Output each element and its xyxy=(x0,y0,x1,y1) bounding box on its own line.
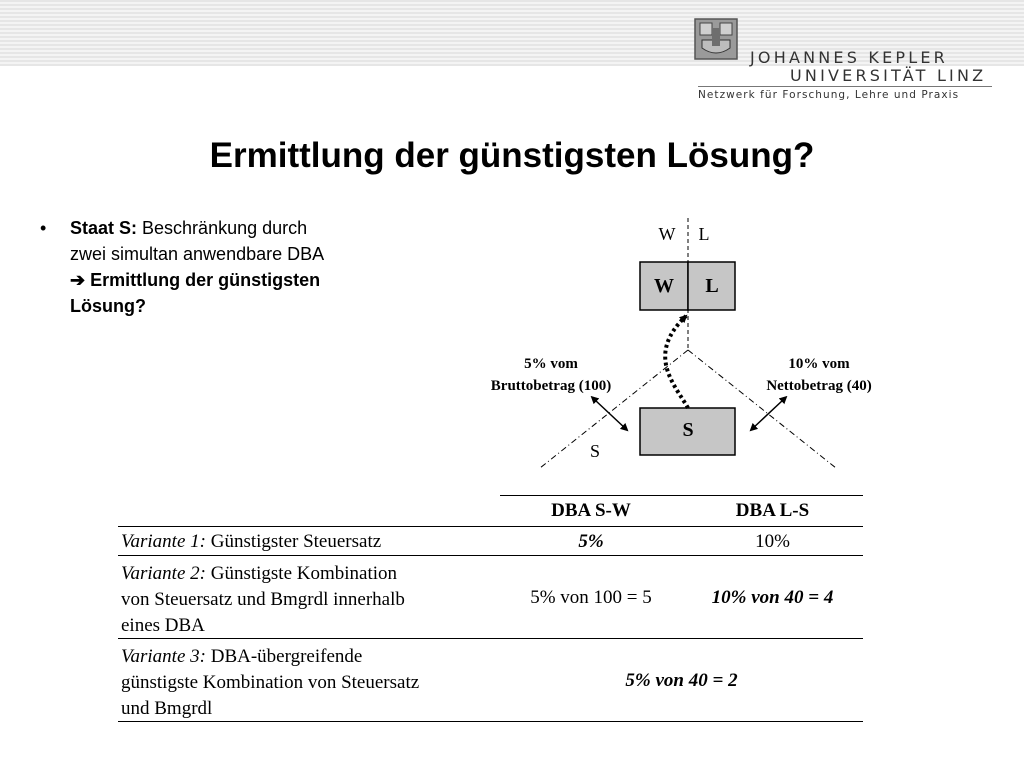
right-note-1: 10% vom xyxy=(788,356,850,372)
row-3-text-2: günstigste Kombination von Steuersatz xyxy=(121,672,420,693)
bullet-lead: Staat S: xyxy=(70,218,138,238)
arrow-icon: ➔ xyxy=(70,270,86,290)
box-l-label: L xyxy=(705,275,719,297)
row-3-text-3: und Bmgrdl xyxy=(121,698,213,719)
left-note-1: 5% vom xyxy=(524,356,578,372)
table-row-1-label xyxy=(121,531,496,553)
table-row-2-label xyxy=(121,561,496,639)
table-bottom-rule xyxy=(118,721,863,722)
right-note-2: Nettobetrag (40) xyxy=(766,378,872,394)
university-name-line2: UNIVERSITÄT LINZ xyxy=(790,66,987,85)
bullet-line4: Lösung? xyxy=(70,296,146,316)
row-3-variant: Variante 3: xyxy=(121,646,206,667)
university-name-line1: JOHANNES KEPLER xyxy=(750,48,948,67)
top-label-w: W xyxy=(658,224,676,244)
right-double-arrow xyxy=(751,400,783,430)
row-1-rule xyxy=(118,555,863,556)
table-top-rule xyxy=(500,495,863,496)
row-1-ls: 10% xyxy=(755,531,790,552)
row-2-ls: 10% von 40 = 4 xyxy=(711,587,834,608)
bullet-line2: zwei simultan anwendbare DBA xyxy=(70,244,325,264)
slide-title: Ermittlung der günstigsten Lösung? xyxy=(209,136,815,175)
box-s-label: S xyxy=(682,419,694,441)
left-note-2: Bruttobetrag (100) xyxy=(490,378,612,394)
col-header-sw: DBA S-W xyxy=(551,500,631,521)
row-2-text-1: Günstigste Kombination xyxy=(205,563,398,584)
col-header-ls: DBA L-S xyxy=(735,500,810,521)
region-label-s: S xyxy=(589,441,601,461)
table-row-3-label xyxy=(121,644,496,722)
top-label-l: L xyxy=(698,224,710,244)
row-2-text-3: eines DBA xyxy=(121,615,205,636)
row-2-sw: 5% von 100 = 5 xyxy=(530,587,652,608)
dotted-flow-arrow xyxy=(665,316,688,408)
row-1-sw: 5% xyxy=(578,531,604,552)
box-w-label: W xyxy=(654,275,674,297)
left-double-arrow xyxy=(595,400,627,430)
row-1-text: Günstigster Steuersatz xyxy=(205,531,382,552)
row-2-rule xyxy=(118,638,863,639)
bullet-line3: Ermittlung der günstigsten xyxy=(85,270,321,290)
row-1-variant: Variante 1: xyxy=(121,531,206,552)
row-2-variant: Variante 2: xyxy=(121,563,206,584)
university-tagline: Netzwerk für Forschung, Lehre und Praxis xyxy=(698,89,960,101)
header-rule xyxy=(118,526,863,527)
bullet-marker: • xyxy=(40,218,47,238)
bullet-line1: Beschränkung durch xyxy=(137,218,308,238)
row-2-text-2: von Steuersatz und Bmgrdl innerhalb xyxy=(121,589,405,610)
row-3-merged: 5% von 40 = 2 xyxy=(625,670,738,691)
row-3-text-1: DBA-übergreifende xyxy=(205,646,363,667)
